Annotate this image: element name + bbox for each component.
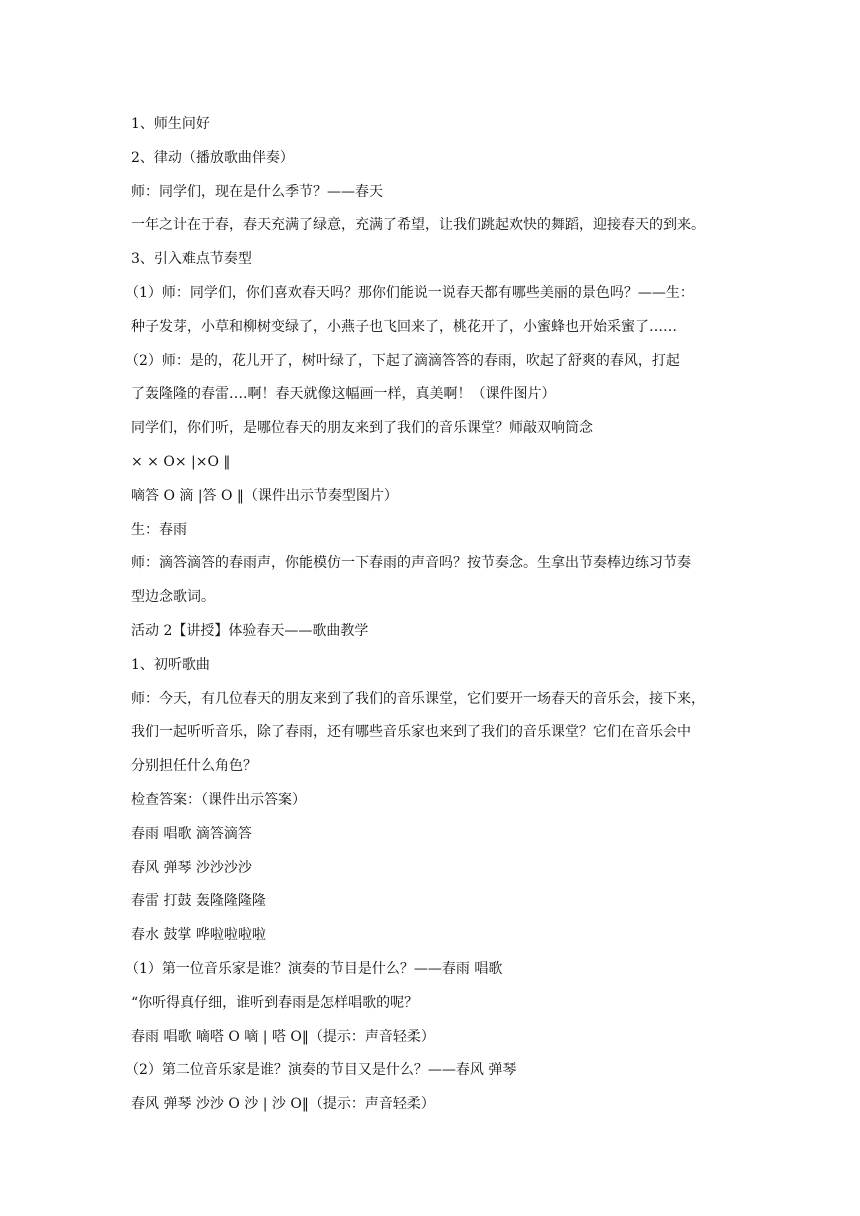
paragraph-line: （1）师：同学们，你们喜欢春天吗？那你们能说一说春天都有哪些美丽的景色吗？——生： [125, 284, 694, 301]
paragraph-line: 生：春雨 [131, 521, 187, 538]
paragraph-line: 同学们，你们听，是哪位春天的朋友来到了我们的音乐课堂？师敲双响筒念 [131, 420, 593, 437]
paragraph-line: 了轰隆隆的春雷….啊！春天就像这幅画一样，真美啊！（课件图片） [131, 386, 556, 403]
rhythm-notation: × × O× |×O ‖ [131, 453, 231, 470]
paragraph-line: （2）第二位音乐家是谁？演奏的节目又是什么？——春风 弹琴 [125, 1062, 517, 1079]
paragraph-line: 种子发芽，小草和柳树变绿了，小燕子也飞回来了，桃花开了，小蜜蜂也开始采蜜了…… [131, 318, 677, 335]
rhythm-line: 春风 弹琴 沙沙 O 沙 | 沙 O‖（提示：声音轻柔） [131, 1096, 435, 1113]
rhythm-line: 春雨 唱歌 嘀嗒 O 嘀 | 嗒 O‖（提示：声音轻柔） [131, 1028, 435, 1045]
paragraph-line: “你听得真仔细，谁听到春雨是怎样唱歌的呢？ [131, 994, 419, 1011]
rhythm-lyrics: 嘀答 O 滴 |答 O ‖（课件出示节奏型图片） [131, 487, 398, 504]
paragraph-line: 师：今天，有几位春天的朋友来到了我们的音乐课堂，它们要开一场春天的音乐会，接下来， [131, 690, 705, 707]
paragraph-line: 分别担任什么角色？ [131, 758, 257, 775]
paragraph-line: 型边念歌词。 [131, 589, 215, 606]
paragraph-line: （1）第一位音乐家是谁？演奏的节目是什么？——春雨 唱歌 [125, 960, 503, 977]
answer-line: 春雷 打鼓 轰隆隆隆隆 [131, 893, 266, 910]
heading-greeting: 1、师生问好 [131, 116, 210, 132]
answer-line: 春风 弹琴 沙沙沙沙 [131, 859, 252, 876]
document-body [125, 108, 741, 1122]
paragraph-line: 检查答案：（课件出示答案） [131, 791, 306, 808]
heading-first-listen: 1、初听歌曲 [131, 656, 210, 673]
paragraph-line: 师：滴答滴答的春雨声，你能模仿一下春雨的声音吗？按节奏念。生拿出节奏棒边练习节奏 [131, 555, 691, 572]
heading-activity-2: 活动 2【讲授】体验春天——歌曲教学 [131, 622, 369, 639]
paragraph-line: （2）师：是的，花儿开了，树叶绿了，下起了滴滴答答的春雨，吹起了舒爽的春风，打起 [125, 352, 680, 369]
heading-rhythm-motion: 2、律动（播放歌曲伴奏） [131, 149, 294, 166]
answer-line: 春雨 唱歌 滴答滴答 [131, 825, 252, 842]
paragraph-line: 一年之计在于春，春天充满了绿意，充满了希望，让我们跳起欢快的舞蹈，迎接春天的到来。 [131, 217, 705, 234]
paragraph-line: 师：同学们，现在是什么季节？——春天 [131, 183, 383, 200]
heading-rhythm-pattern: 3、引入难点节奏型 [131, 251, 252, 268]
answer-line: 春水 鼓掌 哗啦啦啦啦 [131, 927, 266, 944]
paragraph-line: 我们一起听听音乐，除了春雨，还有哪些音乐家也来到了我们的音乐课堂？它们在音乐会中 [131, 724, 691, 741]
